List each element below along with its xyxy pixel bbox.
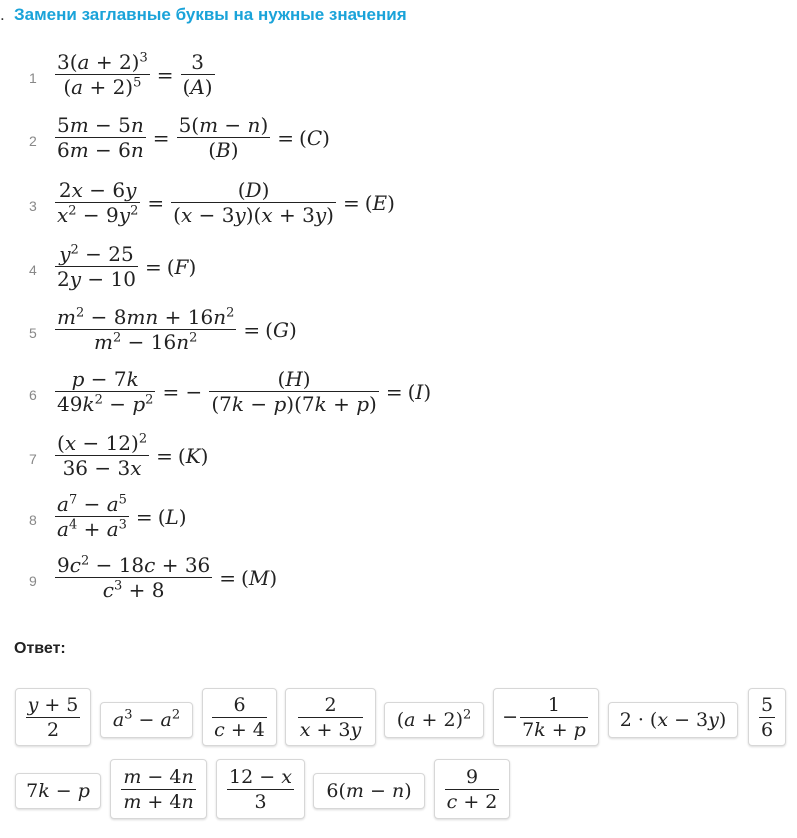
row-number: 6 (29, 387, 37, 403)
equation-7: $\frac{(x - 12)^2}{36 - 3x}$ = (K) (57, 431, 209, 480)
answer-card[interactable]: $\frac{2}{x + 3y}$ (285, 688, 376, 746)
answer-card[interactable]: 2 · (x − 3y) (608, 702, 738, 738)
answer-card[interactable]: $\frac{12 - x}{3}$ (216, 759, 305, 819)
answer-label: Ответ: (14, 640, 66, 657)
task-title: Замени заглавные буквы на нужные значения (14, 5, 407, 24)
answer-card[interactable]: 7k − p (15, 773, 101, 809)
equation-8: $\frac{a^7 - a^5}{a^4 + a^3}$ = (L) (57, 492, 187, 541)
equation-2: $\frac{5m - 5n}{6m - 6n}$ = $\frac{5(m - n)}{(B)}$ = (C) (57, 113, 330, 162)
list-marker: . (0, 5, 5, 24)
equation-9: $\frac{9c^2 - 18c + 36}{c^3 + 8}$ = (M) (57, 553, 278, 602)
equation-4: $\frac{y^2 - 25}{2y - 10}$ = (F) (57, 242, 197, 291)
answer-card[interactable]: $\frac{y + 5}{2}$ (15, 688, 91, 746)
answer-card[interactable]: $\frac{5}{6}$ (748, 688, 786, 746)
answer-card[interactable]: $\frac{m - 4n}{m + 4n}$ (110, 759, 207, 819)
equation-1: $\frac{3(a + 2)^3}{(a + 2)^5}$ = $\frac{3}{(A)}$ (57, 50, 213, 99)
row-number: 1 (29, 70, 37, 86)
row-number: 3 (29, 198, 37, 214)
answer-card[interactable]: − $\frac{1}{7k + p}$ (493, 688, 599, 746)
row-number: 5 (29, 325, 37, 341)
row-number: 7 (29, 451, 37, 467)
equation-3: $\frac{2x - 6y}{x^2 - 9y^2}$ = $\frac{(D)}{(x - 3y)(x + 3y)}$ = (E) (57, 178, 395, 227)
equation-6: $\frac{p - 7k}{49k^2 - p^2}$ = − $\frac{(H)}{(7k - p)(7k + p)}$ = (I) (57, 367, 432, 416)
row-number: 9 (29, 573, 37, 589)
answer-card[interactable]: $(a + 2)^2$ (384, 702, 484, 738)
row-number: 8 (29, 512, 37, 528)
answer-card[interactable]: $\frac{9}{c + 2}$ (434, 759, 510, 819)
answer-card[interactable]: $a^3 - a^2$ (100, 702, 193, 738)
equation-5: $\frac{m^2 - 8mn + 16n^2}{m^2 - 16n^2}$ = (G) (57, 305, 297, 354)
row-number: 2 (29, 133, 37, 149)
answer-card[interactable]: $\frac{6}{c + 4}$ (202, 688, 277, 746)
answer-card[interactable]: 6(m − n) (313, 773, 425, 809)
row-number: 4 (29, 262, 37, 278)
